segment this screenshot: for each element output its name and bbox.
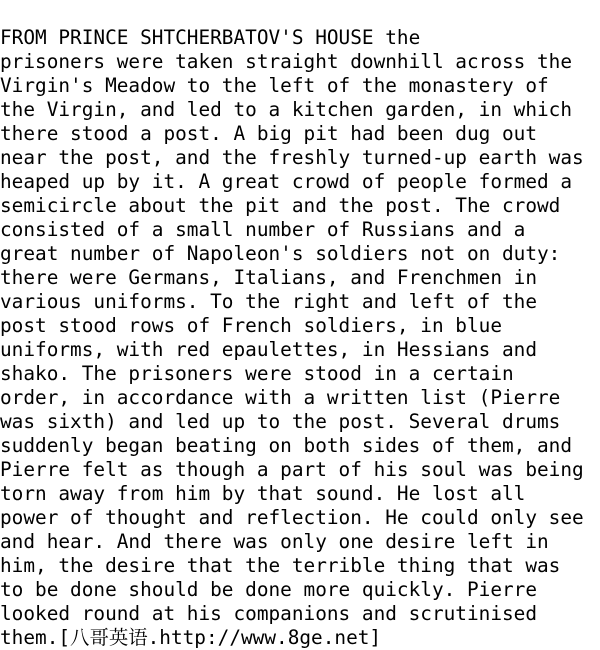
text-line-11: there were Germans, Italians, and Frenchmen in (0, 266, 538, 289)
text-line-10: great number of Napoleon's soldiers not on duty: (0, 242, 561, 265)
text-line-9: consisted of a small number of Russians and a (0, 218, 526, 241)
text-line-14: uniforms, with red epaulettes, in Hessians and (0, 338, 538, 361)
text-line-26 (0, 626, 600, 650)
text-line-20: torn away from him by that sound. He lost all (0, 482, 526, 505)
text-line-21: power of thought and reflection. He could only see (0, 506, 584, 529)
text-line-16: order, in accordance with a written list (Pierre (0, 386, 561, 409)
text-line-6: near the post, and the freshly turned-up earth was (0, 146, 584, 169)
text-line-19: Pierre felt as though a part of his soul was being (0, 458, 584, 481)
source-tag: [八哥英语.http://www.8ge.net] (58, 626, 382, 649)
last-line-text: them. (0, 626, 59, 649)
text-line-18: suddenly began beating on both sides of them, and (0, 434, 573, 457)
text-line-12: various uniforms. To the right and left of the (0, 290, 538, 313)
text-line-17: was sixth) and led up to the post. Several drums (0, 410, 561, 433)
text-line-3: Virgin's Meadow to the left of the monastery of (0, 74, 549, 97)
text-line-2: prisoners were taken straight downhill across the (0, 50, 573, 73)
text-line-15: shako. The prisoners were stood in a certain (0, 362, 514, 385)
text-line-5: there stood a post. A big pit had been dug out (0, 122, 538, 145)
text-line-1: FROM PRINCE SHTCHERBATOV'S HOUSE the (0, 26, 421, 49)
text-line-23: him, the desire that the terrible thing that was (0, 554, 561, 577)
text-line-4: the Virgin, and led to a kitchen garden, in which (0, 98, 573, 121)
text-line-25: looked round at his companions and scrutinised (0, 602, 538, 625)
text-line-22: and hear. And there was only one desire left in (0, 530, 549, 553)
text-line-8: semicircle about the pit and the post. The crowd (0, 194, 561, 217)
text-line-7: heaped up by it. A great crowd of people formed a (0, 170, 573, 193)
text-line-24: to be done should be done more quickly. Pierre (0, 578, 538, 601)
text-line-13: post stood rows of French soldiers, in blue (0, 314, 502, 337)
document-text (0, 26, 600, 650)
